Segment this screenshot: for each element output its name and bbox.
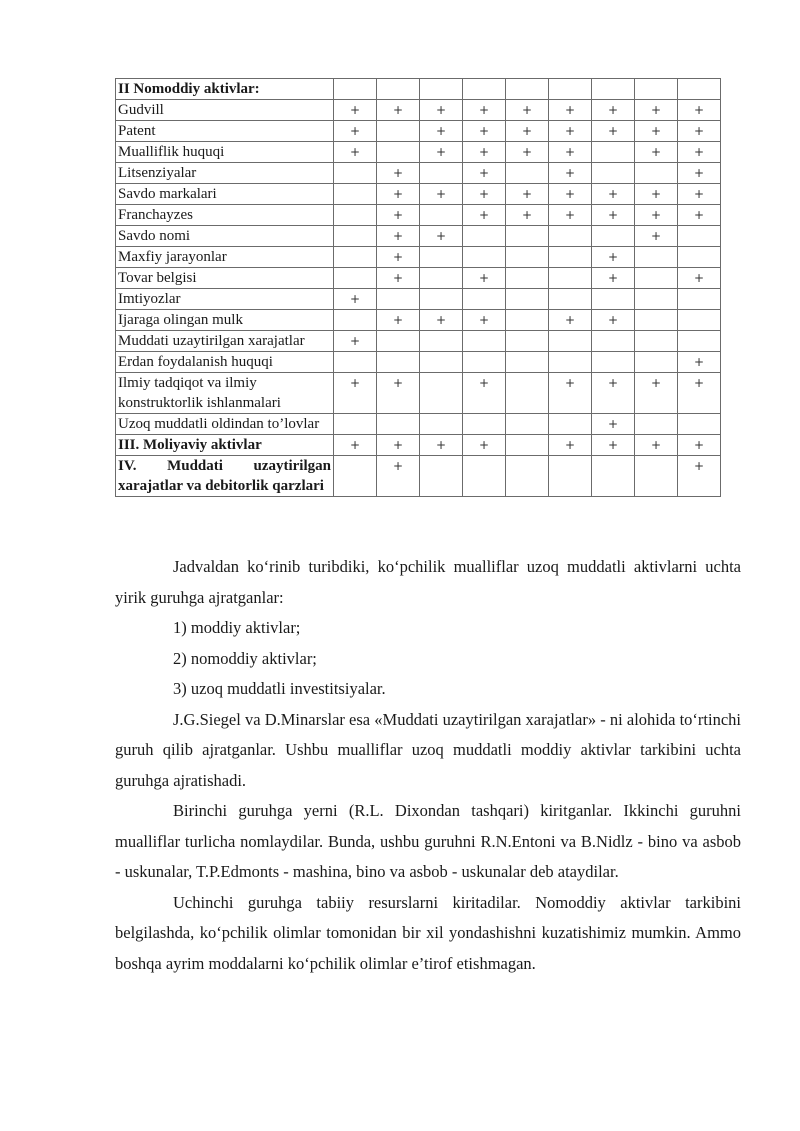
mark-cell: + [377, 205, 420, 226]
mark-cell: + [506, 100, 549, 121]
mark-cell [377, 331, 420, 352]
mark-cell [420, 414, 463, 435]
mark-cell: + [549, 163, 592, 184]
mark-cell: + [506, 205, 549, 226]
mark-cell [420, 247, 463, 268]
row-label: Muddati uzaytirilgan xarajatlar [116, 331, 334, 352]
mark-cell: + [334, 100, 377, 121]
mark-cell [549, 289, 592, 310]
mark-cell: + [678, 121, 721, 142]
mark-cell: + [635, 142, 678, 163]
mark-cell [506, 247, 549, 268]
mark-cell [334, 352, 377, 373]
mark-cell: + [549, 373, 592, 414]
mark-cell [420, 373, 463, 414]
mark-cell [334, 226, 377, 247]
mark-cell: + [377, 268, 420, 289]
mark-cell: + [635, 226, 678, 247]
mark-cell [377, 414, 420, 435]
mark-cell [463, 247, 506, 268]
mark-cell [549, 79, 592, 100]
mark-cell: + [377, 456, 420, 497]
mark-cell: + [549, 310, 592, 331]
mark-cell: + [549, 142, 592, 163]
mark-cell: + [463, 100, 506, 121]
paragraph: Jadvaldan ko‘rinib turibdiki, ko‘pchilik mualliflar uzoq muddatli aktivlarni uchta yirik guruhga ajratganlar: [115, 557, 741, 607]
mark-cell [549, 352, 592, 373]
table-row [116, 331, 721, 352]
row-label: Gudvill [116, 100, 334, 121]
mark-cell [635, 163, 678, 184]
mark-cell [420, 456, 463, 497]
row-label: Litsenziyalar [116, 163, 334, 184]
table-row [116, 310, 721, 331]
mark-cell: + [506, 142, 549, 163]
mark-cell [334, 310, 377, 331]
mark-cell: + [463, 163, 506, 184]
mark-cell: + [463, 310, 506, 331]
mark-cell [377, 79, 420, 100]
mark-cell [678, 79, 721, 100]
mark-cell: + [377, 163, 420, 184]
mark-cell: + [377, 310, 420, 331]
row-label: IV. Muddati uzaytirilgan xarajatlar va debitorlik qarzlari [116, 456, 334, 497]
table-row [116, 163, 721, 184]
row-label: III. Moliyaviy aktivlar [116, 435, 334, 456]
mark-cell: + [678, 142, 721, 163]
mark-cell [635, 331, 678, 352]
list-item: 1) moddiy aktivlar; [173, 618, 301, 637]
mark-cell: + [377, 435, 420, 456]
mark-cell [506, 456, 549, 497]
mark-cell: + [592, 414, 635, 435]
mark-cell [463, 456, 506, 497]
mark-cell [592, 226, 635, 247]
row-label: Maxfiy jarayonlar [116, 247, 334, 268]
mark-cell: + [635, 184, 678, 205]
row-label: Uzoq muddatli oldindan to’lovlar [116, 414, 334, 435]
mark-cell: + [678, 184, 721, 205]
mark-cell: + [549, 121, 592, 142]
mark-cell [420, 289, 463, 310]
row-label: Erdan foydalanish huquqi [116, 352, 334, 373]
mark-cell [635, 247, 678, 268]
row-label: Patent [116, 121, 334, 142]
table-row [116, 456, 721, 497]
mark-cell: + [334, 121, 377, 142]
mark-cell [334, 247, 377, 268]
mark-cell: + [678, 205, 721, 226]
mark-cell [592, 331, 635, 352]
mark-cell [506, 289, 549, 310]
mark-cell [506, 163, 549, 184]
mark-cell [592, 352, 635, 373]
mark-cell [334, 456, 377, 497]
mark-cell: + [678, 352, 721, 373]
mark-cell [678, 414, 721, 435]
paragraph: J.G.Siegel va D.Minarslar esa «Muddati uzaytirilgan xarajatlar» - ni alohida to‘rtinchi guruh qilib ajratganlar. Ushbu mualliflar uzoq muddatli moddiy aktivlar tarkibini uchta guruhga ajratishadi. [115, 709, 741, 790]
mark-cell: + [635, 100, 678, 121]
mark-cell: + [635, 373, 678, 414]
mark-cell [506, 331, 549, 352]
mark-cell [635, 289, 678, 310]
mark-cell [549, 268, 592, 289]
mark-cell: + [592, 373, 635, 414]
mark-cell: + [635, 205, 678, 226]
mark-cell: + [463, 184, 506, 205]
mark-cell: + [635, 121, 678, 142]
mark-cell: + [592, 121, 635, 142]
mark-cell [506, 79, 549, 100]
mark-cell [678, 310, 721, 331]
row-label: Savdo nomi [116, 226, 334, 247]
mark-cell: + [592, 184, 635, 205]
mark-cell [549, 456, 592, 497]
mark-cell [334, 79, 377, 100]
mark-cell [506, 226, 549, 247]
mark-cell: + [420, 435, 463, 456]
mark-cell [420, 79, 463, 100]
table-row [116, 205, 721, 226]
mark-cell: + [463, 142, 506, 163]
mark-cell [377, 142, 420, 163]
mark-cell: + [420, 100, 463, 121]
mark-cell: + [377, 373, 420, 414]
body-text [115, 552, 741, 979]
mark-cell [420, 163, 463, 184]
mark-cell [334, 163, 377, 184]
mark-cell [549, 414, 592, 435]
table-row [116, 100, 721, 121]
classification-table [115, 78, 721, 497]
mark-cell [506, 268, 549, 289]
mark-cell: + [592, 205, 635, 226]
mark-cell [635, 310, 678, 331]
mark-cell [678, 247, 721, 268]
mark-cell: + [420, 226, 463, 247]
mark-cell: + [635, 435, 678, 456]
mark-cell [377, 289, 420, 310]
table-row [116, 373, 721, 414]
row-label: Tovar belgisi [116, 268, 334, 289]
mark-cell: + [463, 373, 506, 414]
mark-cell [506, 414, 549, 435]
mark-cell [678, 226, 721, 247]
mark-cell [463, 414, 506, 435]
mark-cell: + [592, 100, 635, 121]
mark-cell: + [678, 373, 721, 414]
mark-cell [420, 352, 463, 373]
row-label: Imtiyozlar [116, 289, 334, 310]
mark-cell [592, 289, 635, 310]
mark-cell [678, 331, 721, 352]
table-row [116, 435, 721, 456]
table-row [116, 79, 721, 100]
mark-cell [377, 121, 420, 142]
mark-cell [549, 226, 592, 247]
mark-cell: + [549, 205, 592, 226]
mark-cell [592, 163, 635, 184]
mark-cell [678, 289, 721, 310]
mark-cell [635, 352, 678, 373]
mark-cell: + [377, 184, 420, 205]
mark-cell [420, 268, 463, 289]
mark-cell [506, 352, 549, 373]
row-label: Ijaraga olingan mulk [116, 310, 334, 331]
mark-cell [334, 205, 377, 226]
paragraph: Birinchi guruhga yerni (R.L. Dixondan tashqari) kiritganlar. Ikkinchi guruhni mualliflar turlicha nomlaydilar. Bunda, ushbu guruhni R.N.Entoni va B.Nidlz - bino va asbob - uskunalar, T.P.Edmonts - mashina, bino va asbob - uskunalar deb ataydilar. [115, 801, 741, 881]
mark-cell: + [334, 331, 377, 352]
mark-cell: + [420, 310, 463, 331]
mark-cell: + [592, 247, 635, 268]
row-label: Ilmiy tadqiqot va ilmiy konstruktorlik ishlanmalari [116, 373, 334, 414]
list-item: 3) uzoq muddatli investitsiyalar. [173, 679, 386, 698]
mark-cell: + [420, 142, 463, 163]
mark-cell [334, 268, 377, 289]
mark-cell: + [506, 184, 549, 205]
mark-cell: + [334, 435, 377, 456]
list-item: 2) nomoddiy aktivlar; [173, 648, 317, 668]
mark-cell [635, 456, 678, 497]
mark-cell [334, 414, 377, 435]
table-row [116, 184, 721, 205]
mark-cell [463, 226, 506, 247]
table-row [116, 289, 721, 310]
mark-cell [420, 331, 463, 352]
mark-cell [549, 247, 592, 268]
mark-cell [334, 184, 377, 205]
mark-cell: + [678, 268, 721, 289]
mark-cell: + [592, 310, 635, 331]
table-row [116, 142, 721, 163]
mark-cell: + [678, 163, 721, 184]
mark-cell [635, 268, 678, 289]
table-row [116, 121, 721, 142]
mark-cell: + [549, 100, 592, 121]
table-row [116, 414, 721, 435]
mark-cell: + [678, 435, 721, 456]
mark-cell: + [420, 121, 463, 142]
mark-cell: + [592, 435, 635, 456]
mark-cell [506, 310, 549, 331]
mark-cell: + [463, 268, 506, 289]
mark-cell [506, 435, 549, 456]
table-row [116, 268, 721, 289]
mark-cell: + [592, 268, 635, 289]
mark-cell: + [506, 121, 549, 142]
mark-cell: + [334, 142, 377, 163]
mark-cell: + [420, 184, 463, 205]
mark-cell: + [377, 247, 420, 268]
mark-cell: + [678, 100, 721, 121]
mark-cell [635, 79, 678, 100]
mark-cell: + [463, 205, 506, 226]
mark-cell [463, 289, 506, 310]
paragraph: Uchinchi guruhga tabiiy resurslarni kiritadilar. Nomoddiy aktivlar tarkibini belgilashda, ko‘pchilik olimlar tomonidan bir xil yondashishni kuzatishimiz mumkin. Ammo boshqa ayrim moddalarni ko‘pchilik olimlar e’tirof etishmagan. [115, 892, 741, 973]
mark-cell [463, 79, 506, 100]
row-label: Savdo markalari [116, 184, 334, 205]
mark-cell: + [377, 100, 420, 121]
row-label: Mualliflik huquqi [116, 142, 334, 163]
mark-cell: + [377, 226, 420, 247]
row-label: II Nomoddiy aktivlar: [116, 79, 334, 100]
mark-cell: + [549, 184, 592, 205]
mark-cell [420, 205, 463, 226]
mark-cell [463, 352, 506, 373]
mark-cell: + [678, 456, 721, 497]
mark-cell [463, 331, 506, 352]
mark-cell: + [463, 435, 506, 456]
row-label: Franchayzes [116, 205, 334, 226]
mark-cell [592, 79, 635, 100]
mark-cell [592, 142, 635, 163]
table-row [116, 352, 721, 373]
mark-cell [635, 414, 678, 435]
mark-cell: + [549, 435, 592, 456]
mark-cell: + [334, 373, 377, 414]
mark-cell [549, 331, 592, 352]
table-row [116, 247, 721, 268]
mark-cell [506, 373, 549, 414]
mark-cell: + [463, 121, 506, 142]
table-row [116, 226, 721, 247]
mark-cell [592, 456, 635, 497]
mark-cell: + [334, 289, 377, 310]
mark-cell [377, 352, 420, 373]
